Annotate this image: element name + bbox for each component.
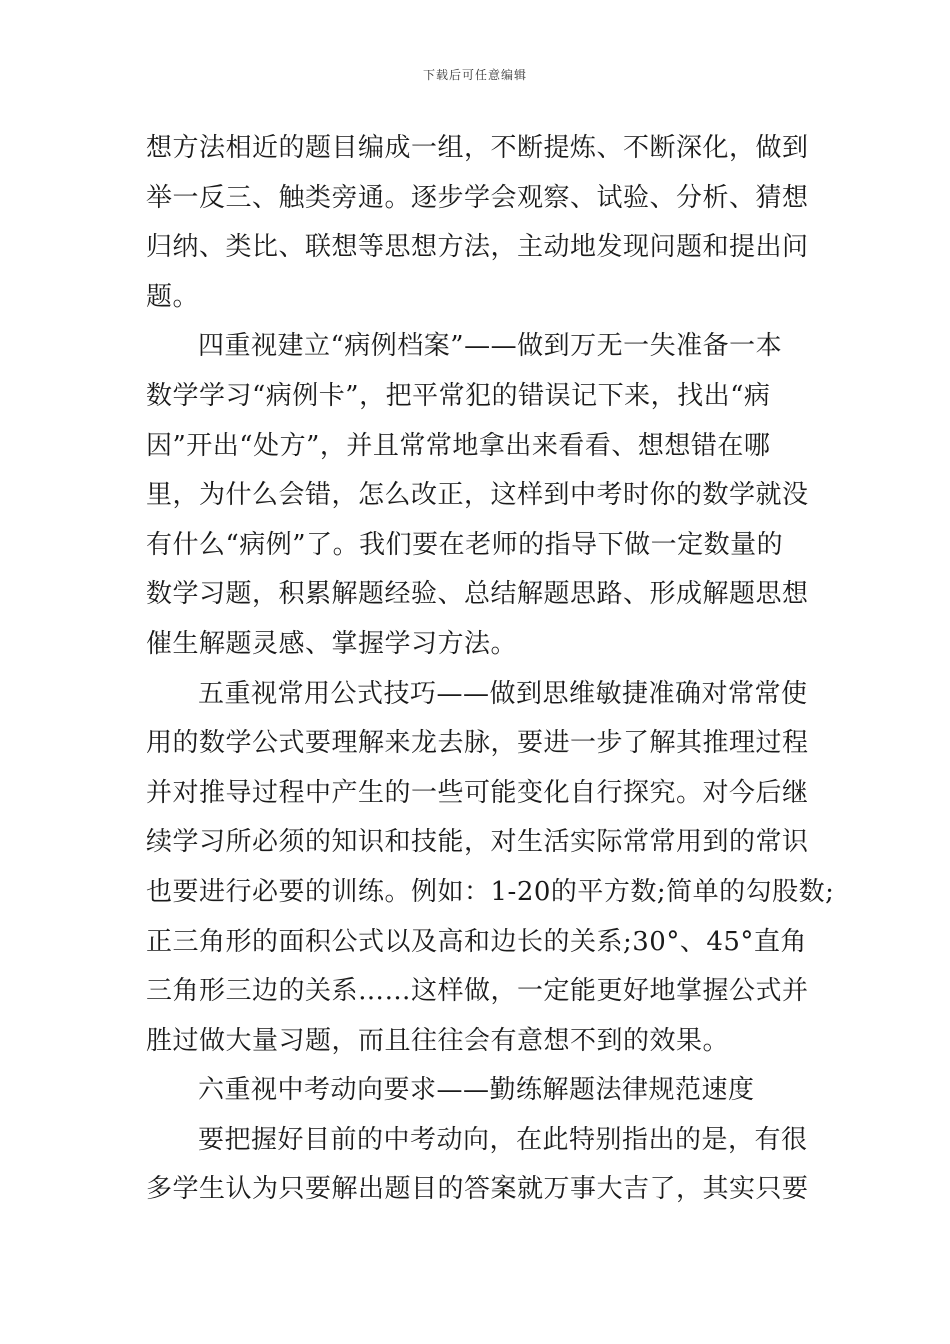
text-line: 里，为什么会错，怎么改正，这样到中考时你的数学就没: [146, 480, 809, 511]
text-line: 有什么“病例”了。我们要在老师的指导下做一定数量的: [146, 529, 784, 560]
text-line: 归纳、类比、联想等思想方法，主动地发现问题和提出问: [146, 232, 809, 263]
paragraph-heading-5: 五重视常用公式技巧——做到思维敏捷准确对常常使: [198, 678, 808, 709]
page-header: 下载后可任意编辑: [422, 68, 527, 82]
text-line: 用的数学公式要理解来龙去脉，要进一步了解其推理过程: [146, 728, 809, 759]
text-line: 要把握好目前的中考动向，在此特别指出的是，有很: [198, 1124, 808, 1155]
body-text: [146, 124, 835, 1215]
text-line: 多学生认为只要解出题目的答案就万事大吉了，其实只要: [146, 1174, 809, 1205]
paragraph-heading-4: 四重视建立“病例档案”——做到万无一失准备一本: [198, 331, 783, 362]
text-line: 也要进行必要的训练。例如：1-20的平方数;简单的勾股数;: [146, 876, 835, 907]
text-line: 题。: [146, 281, 200, 312]
text-line: 想方法相近的题目编成一组，不断提炼、不断深化，做到: [146, 133, 809, 163]
text-line: 举一反三、触类旁通。逐步学会观察、试验、分析、猜想: [146, 182, 809, 213]
text-line: 数学习题，积累解题经验、总结解题思路、形成解题思想: [146, 579, 809, 610]
text-line: 并对推导过程中产生的一些可能变化自行探究。对今后继: [146, 777, 809, 808]
text-line: 催生解题灵感、掌握学习方法。: [146, 628, 518, 659]
text-line: 续学习所必须的知识和技能，对生活实际常常用到的常识: [146, 827, 809, 858]
text-line: 正三角形的面积公式以及高和边长的关系;30°、45°直角: [146, 926, 807, 957]
text-line: 因”开出“处方”，并且常常地拿出来看看、想想错在哪: [146, 430, 771, 461]
paragraph-heading-6: 六重视中考动向要求——勤练解题法律规范速度: [198, 1075, 755, 1106]
text-line: 胜过做大量习题，而且往往会有意想不到的效果。: [146, 1025, 730, 1056]
text-line: 三角形三边的关系……这样做，一定能更好地掌握公式并: [146, 976, 809, 1007]
text-line: 数学学习“病例卡”，把平常犯的错误记下来，找出“病: [146, 380, 771, 411]
